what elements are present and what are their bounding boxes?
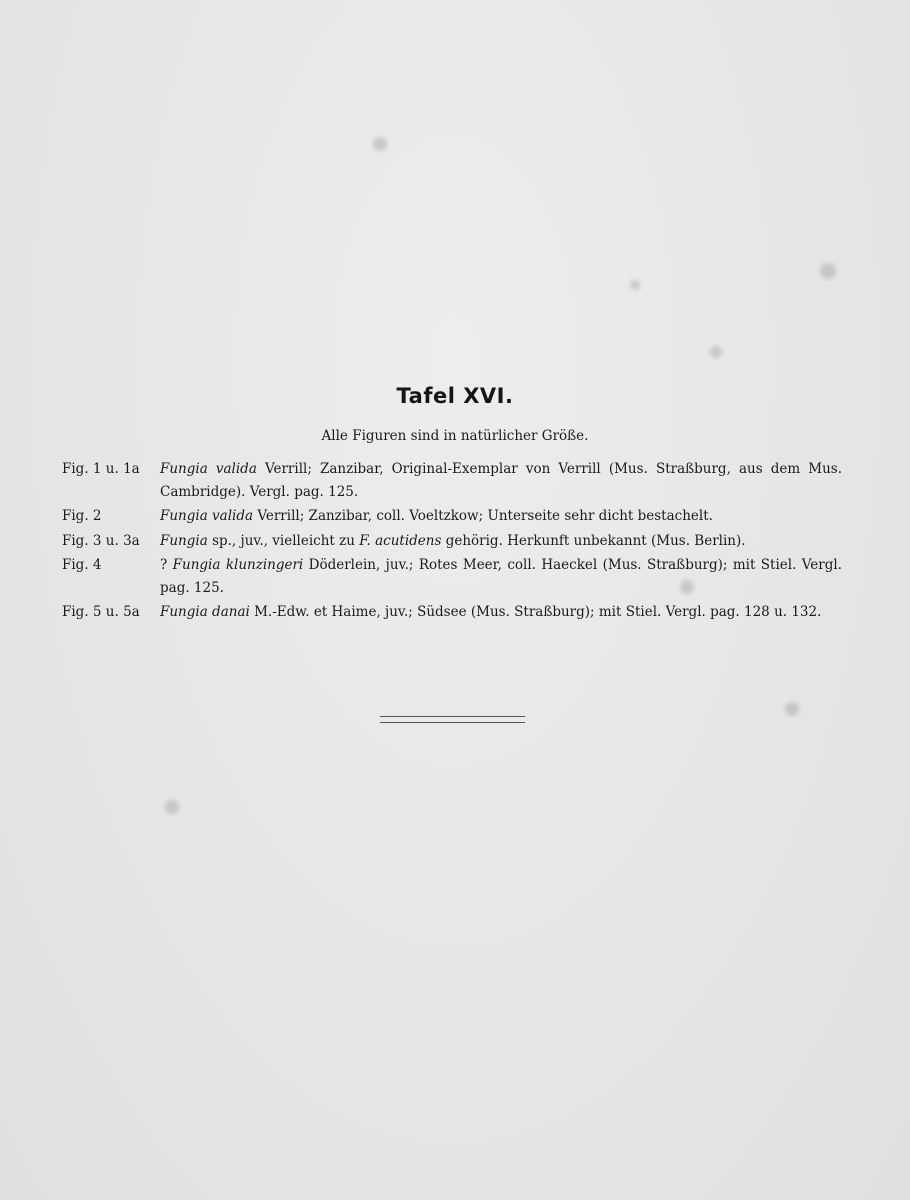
scan-speck: [710, 346, 722, 358]
species-name-secondary: F. acutidens: [359, 532, 442, 549]
species-name: Fungia valida: [160, 461, 257, 477]
plate-title: Tafel XVI.: [396, 384, 514, 408]
scan-speck: [785, 702, 799, 716]
figure-description: [160, 554, 842, 599]
figure-entry: [62, 530, 842, 553]
figure-label: Fig. 3 u. 3a: [62, 532, 140, 549]
scan-speck: [630, 280, 640, 290]
figure-entry: [62, 554, 842, 599]
figure-label: Fig. 2: [62, 508, 102, 524]
species-name: Fungia klunzingeri: [172, 557, 304, 573]
figure-entry: [62, 505, 842, 528]
figure-entry: [62, 601, 842, 624]
description-text: sp., juv., vielleicht zu: [212, 532, 355, 549]
scan-speck: [820, 263, 836, 279]
figure-description: [160, 458, 842, 503]
scan-speck: [165, 800, 179, 814]
figure-description: [160, 530, 842, 553]
species-name: Fungia danai: [160, 604, 250, 620]
species-name: Fungia valida: [160, 508, 254, 524]
plate-subtitle: Alle Figuren sind in natürlicher Größe.: [321, 428, 589, 444]
description-text: Verrill; Zanzibar, Original-Exemplar von Verrill (Mus. Straßburg, aus dem Mus. Cambridge). Vergl. pag. 125.: [160, 461, 843, 500]
figure-description: [160, 601, 842, 624]
description-text: M.-Edw. et Haime, juv.; Südsee (Mus. Straßburg); mit Stiel. Vergl. pag. 128 u. 132.: [254, 604, 822, 620]
figure-label: Fig. 5 u. 5a: [62, 604, 140, 620]
scan-speck: [373, 137, 387, 151]
description-text: Verrill; Zanzibar, coll. Voeltzkow; Unterseite sehr dicht bestachelt.: [257, 508, 713, 524]
figure-legend: [62, 458, 842, 626]
uncertainty-mark: ?: [160, 557, 168, 573]
figure-entry: [62, 458, 842, 503]
figure-label: Fig. 4: [62, 557, 102, 573]
figure-label: Fig. 1 u. 1a: [62, 461, 140, 477]
section-divider: [380, 716, 525, 723]
figure-description: [160, 505, 842, 528]
description-text: gehörig. Herkunft unbekannt (Mus. Berlin).: [445, 532, 746, 549]
description-text: Döderlein, juv.; Rotes Meer, coll. Haeckel (Mus. Straßburg); mit Stiel. Vergl. pag. 125.: [160, 557, 842, 596]
species-name: Fungia: [160, 532, 208, 549]
